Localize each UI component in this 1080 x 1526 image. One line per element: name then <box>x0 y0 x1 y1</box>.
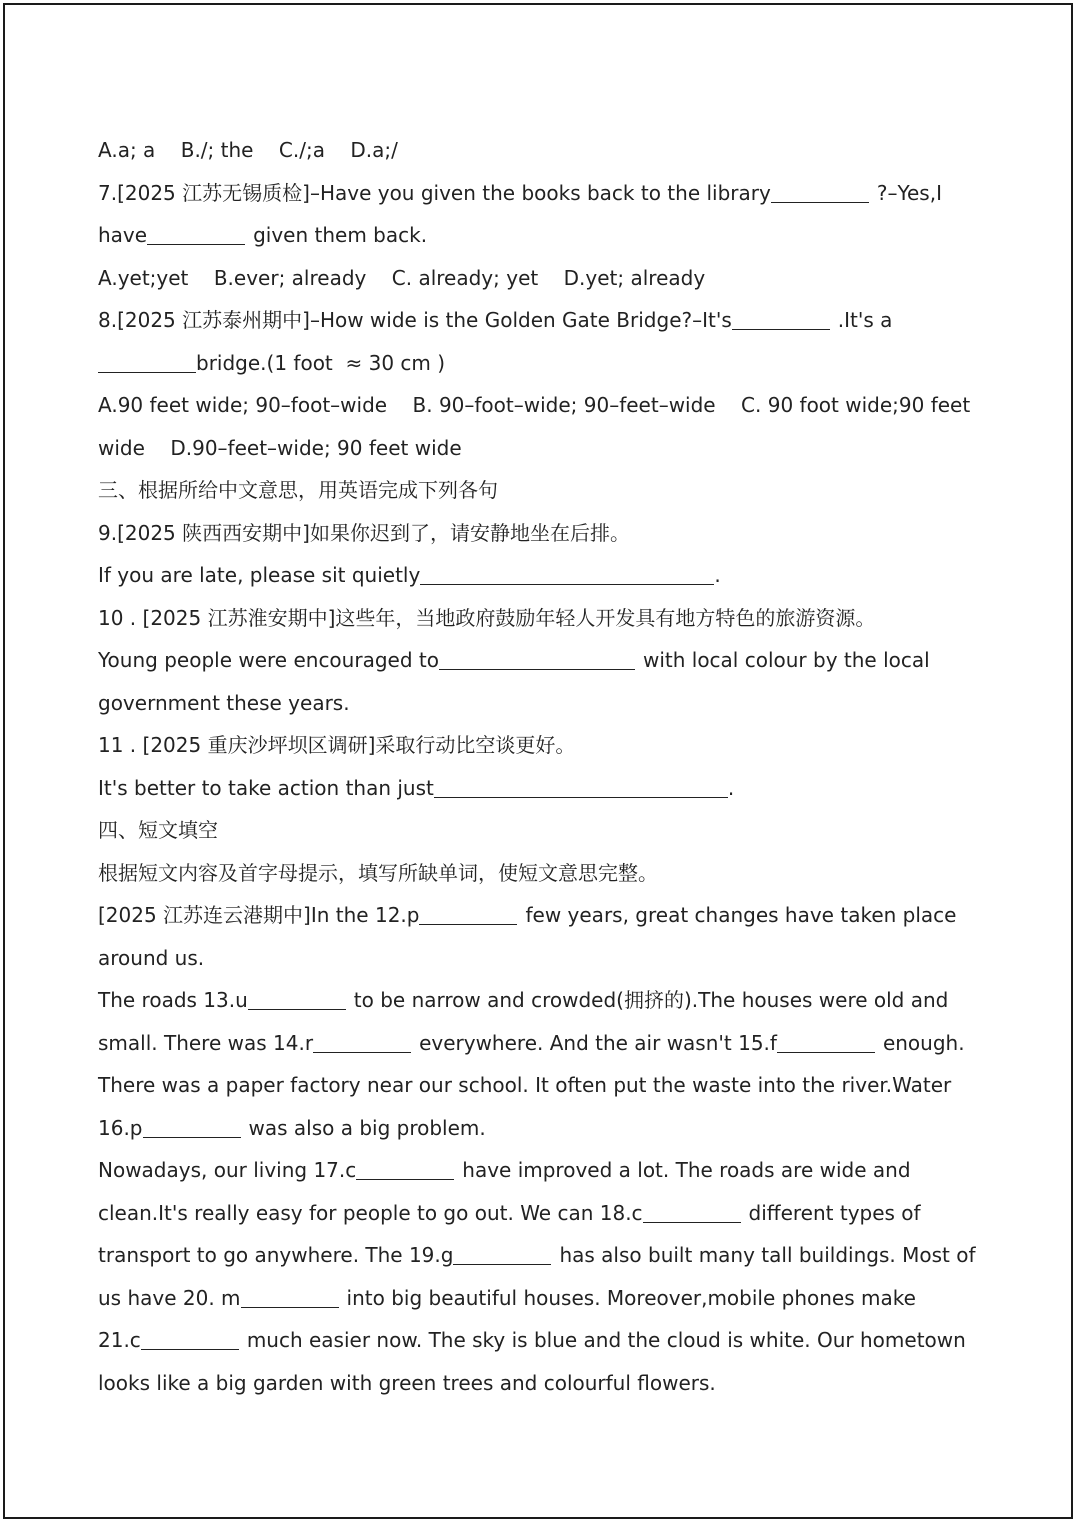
answer-blank[interactable] <box>98 352 196 373</box>
q6-options-text: A.a; a B./; the C./;a D.a;/ <box>98 138 398 162</box>
q9-chinese <box>98 512 978 555</box>
answer-blank[interactable] <box>420 564 714 585</box>
q9-english-text: If you are late, please sit quietly <box>98 563 421 587</box>
q10-chinese <box>98 597 978 640</box>
answer-blank-12[interactable] <box>419 904 517 925</box>
q10-english-line1 <box>98 639 978 682</box>
passage-line-9 <box>98 1234 978 1277</box>
passage-text: everywhere. And the air wasn't 15.f <box>419 1030 777 1055</box>
answer-blank[interactable] <box>439 649 635 670</box>
passage-text: Nowadays, our living 17.c <box>98 1158 357 1182</box>
q8-question-line2 <box>98 342 978 385</box>
passage-text: was also a big problem. <box>248 1115 486 1140</box>
answer-blank[interactable] <box>771 182 869 203</box>
passage-text: looks like a big garden with green trees and colourful flowers. <box>98 1370 716 1395</box>
q11-period: . <box>727 775 735 800</box>
q10-chinese-text: 10 . [2025 江苏淮安期中]这些年，当地政府鼓励年轻人开发具有地方特色的旅游资源。 <box>98 605 876 630</box>
q8-options-text-2: wide D.90–feet–wide; 90 feet wide <box>98 435 462 460</box>
q11-chinese-text: 11 . [2025 重庆沙坪坝区调研]采取行动比空谈更好。 <box>98 733 576 757</box>
q10-english-text-a: Young people were encouraged to <box>98 648 439 672</box>
passage-text: around us. <box>98 945 205 970</box>
answer-blank-18[interactable] <box>643 1202 741 1223</box>
q8-options-line1 <box>98 384 978 427</box>
q7-options-text: A.yet;yet B.ever; already C. already; yet D.yet; already <box>98 265 706 290</box>
answer-blank-16[interactable] <box>143 1117 241 1138</box>
passage-line-6 <box>98 1107 978 1150</box>
q7-text-b: ?–Yes,I <box>876 180 942 205</box>
answer-blank-17[interactable] <box>356 1159 454 1180</box>
q8-options-line2 <box>98 427 978 470</box>
answer-blank[interactable] <box>434 777 728 798</box>
passage-line-1 <box>98 894 978 937</box>
q7-options <box>98 257 978 300</box>
passage-line-2 <box>98 937 978 980</box>
q9-english <box>98 554 978 597</box>
answer-blank[interactable] <box>147 224 245 245</box>
answer-blank-13[interactable] <box>248 989 346 1010</box>
q7-question-line1 <box>98 172 978 215</box>
answer-blank-14[interactable] <box>313 1032 411 1053</box>
q8-text-c: bridge.(1 foot ≈ 30 cm ) <box>196 350 446 375</box>
q10-english-line2 <box>98 682 978 725</box>
passage-text: small. There was 14.r <box>98 1030 314 1055</box>
section-4-instruction-text: 根据短文内容及首字母提示，填写所缺单词，使短文意思完整。 <box>98 860 658 885</box>
section-4-heading-text: 四、短文填空 <box>98 818 218 842</box>
passage-line-5 <box>98 1064 978 1107</box>
passage-line-11 <box>98 1319 978 1362</box>
passage-text: The roads 13.u <box>98 988 248 1012</box>
passage-text: different types of <box>748 1200 921 1225</box>
answer-blank-15[interactable] <box>777 1032 875 1053</box>
answer-blank-20[interactable] <box>241 1287 339 1308</box>
passage-text: much easier now. The sky is blue and the cloud is white. Our hometown <box>246 1328 966 1352</box>
q7-question-line2 <box>98 214 978 257</box>
q10-english-text-c: government these years. <box>98 690 350 715</box>
passage-line-8 <box>98 1192 978 1235</box>
q7-text-a: 7.[2025 江苏无锡质检]–Have you given the books back to the library <box>98 180 771 205</box>
passage-text: us have 20. m <box>98 1285 241 1310</box>
passage-text: [2025 江苏连云港期中]In the 12.p <box>98 903 420 927</box>
passage-line-10 <box>98 1277 978 1320</box>
q7-text-c: have <box>98 223 148 247</box>
q11-english-text: It's better to take action than just <box>98 775 434 800</box>
answer-blank-21[interactable] <box>141 1329 239 1350</box>
passage-text: to be narrow and crowded(拥挤的).The houses were old and <box>353 988 949 1012</box>
worksheet-content <box>98 129 978 1404</box>
passage-line-4 <box>98 1022 978 1065</box>
passage-text: few years, great changes have taken place <box>525 903 957 927</box>
answer-blank[interactable] <box>732 309 830 330</box>
q8-options-text-1: A.90 feet wide; 90–foot–wide B. 90–foot–wide; 90–feet–wide C. 90 foot wide;90 feet <box>98 393 971 417</box>
passage-text: There was a paper factory near our school. It often put the waste into the river.Water <box>98 1073 952 1097</box>
q11-chinese <box>98 724 978 767</box>
q9-chinese-text: 9.[2025 陕西西安期中]如果你迟到了，请安静地坐在后排。 <box>98 520 630 545</box>
q11-english <box>98 767 978 810</box>
section-3-heading <box>98 469 978 512</box>
q6-options <box>98 129 978 172</box>
passage-text: have improved a lot. The roads are wide and <box>462 1158 911 1182</box>
passage-text: clean.It's really easy for people to go out. We can 18.c <box>98 1200 643 1225</box>
passage-text: transport to go anywhere. The 19.g <box>98 1243 454 1267</box>
q8-text-a: 8.[2025 江苏泰州期中]–How wide is the Golden Gate Bridge?–It's <box>98 308 732 332</box>
passage-text: into big beautiful houses. Moreover,mobile phones make <box>346 1285 916 1310</box>
q8-question-line1 <box>98 299 978 342</box>
section-3-heading-text: 三、根据所给中文意思，用英语完成下列各句 <box>98 478 498 502</box>
q10-english-text-b: with local colour by the local <box>642 648 930 672</box>
section-4-instruction <box>98 852 978 895</box>
passage-line-3 <box>98 979 978 1022</box>
passage-text: has also built many tall buildings. Most of <box>559 1243 976 1267</box>
q8-text-b: .It's a <box>837 308 893 332</box>
passage-text: enough. <box>882 1030 965 1055</box>
section-4-heading <box>98 809 978 852</box>
answer-blank-19[interactable] <box>453 1244 551 1265</box>
passage-line-12 <box>98 1362 978 1405</box>
q7-text-d: given them back. <box>253 223 428 247</box>
passage-line-7 <box>98 1149 978 1192</box>
passage-text: 16.p <box>98 1115 143 1140</box>
passage-text: 21.c <box>98 1328 141 1352</box>
q9-period: . <box>714 563 721 587</box>
